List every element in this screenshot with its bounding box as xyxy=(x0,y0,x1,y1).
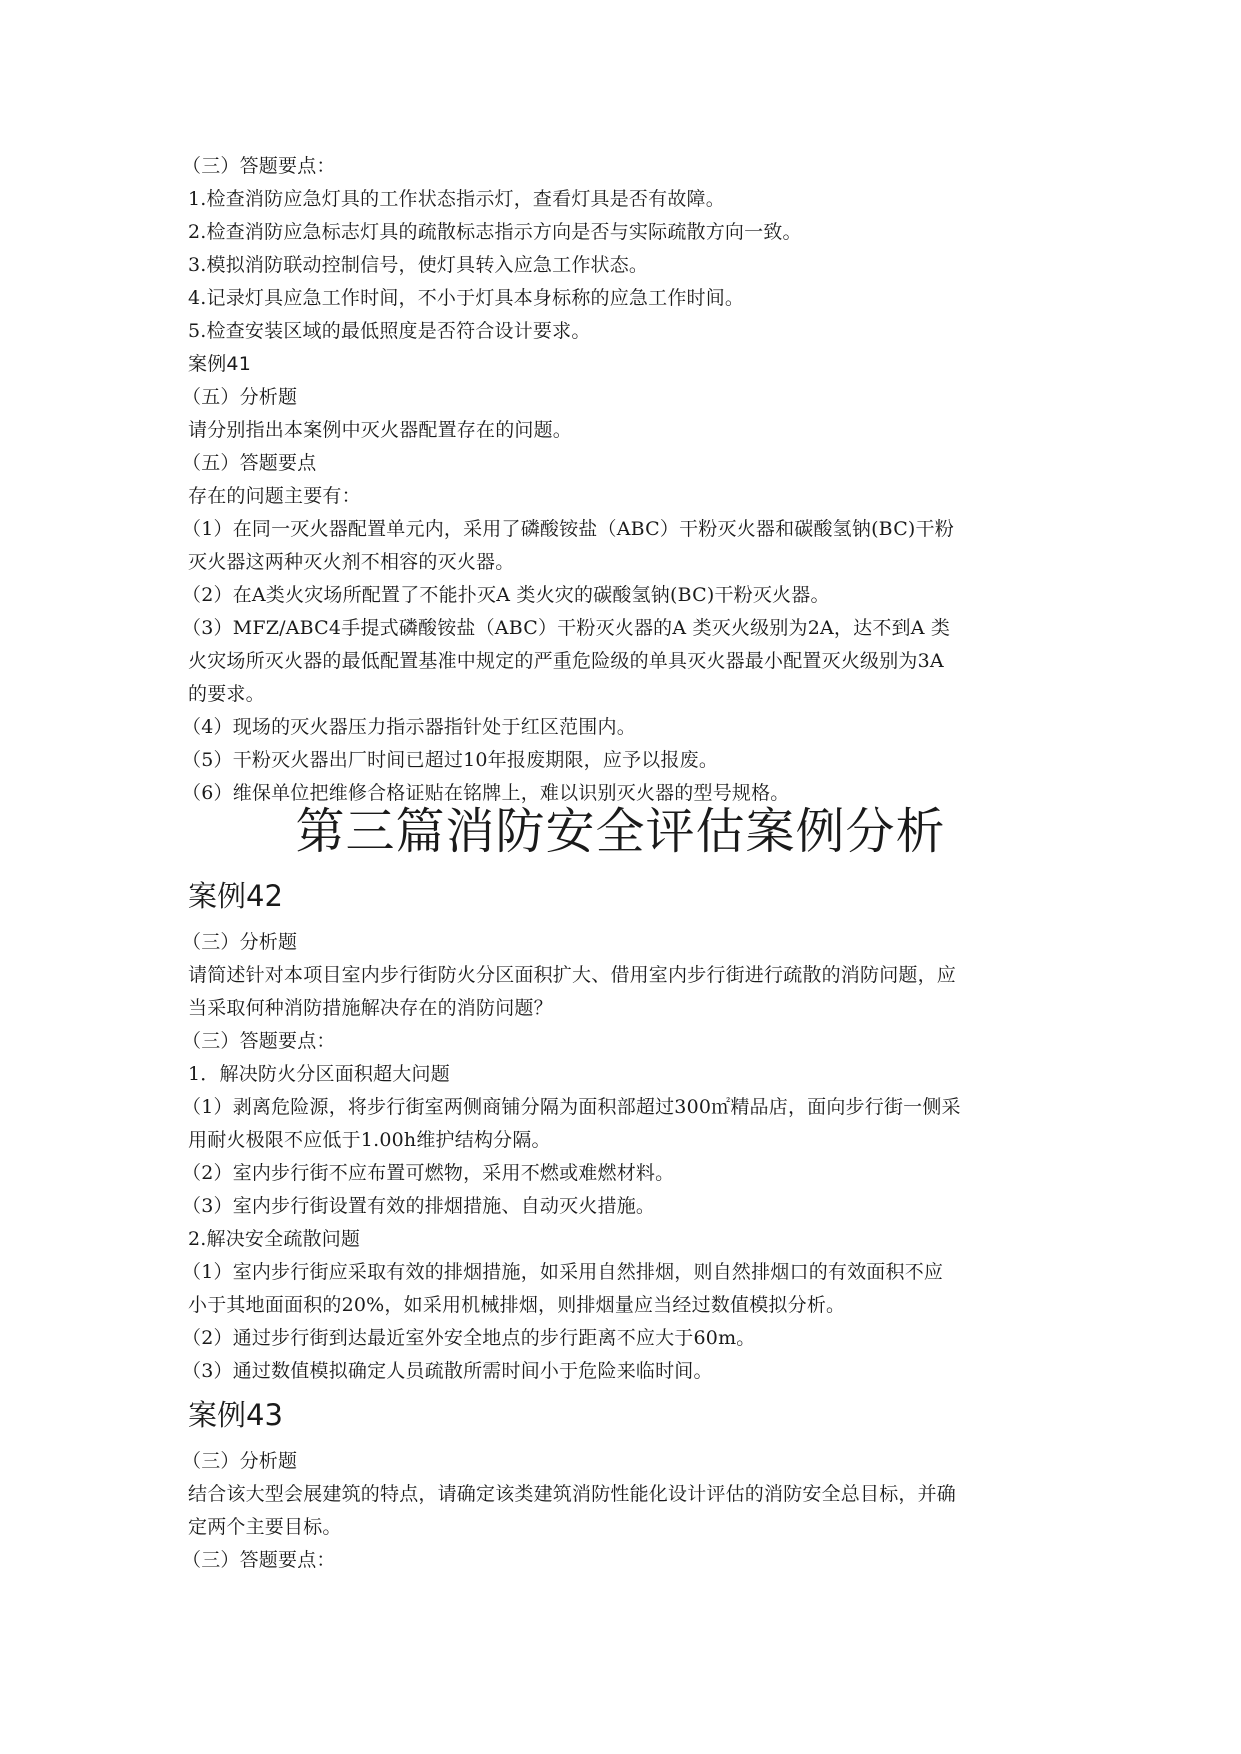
answer-item: （6）维保单位把维修合格证贴在铭牌上，难以识别灭火器的型号规格。 xyxy=(182,782,790,804)
answer-item: （2）室内步行街不应布置可燃物，采用不燃或难燃材料。 xyxy=(182,1162,675,1184)
answer-heading: （五）答题要点 xyxy=(182,452,317,474)
question-heading: （三）分析题 xyxy=(182,1450,298,1472)
question-text: 请简述针对本项目室内步行街防火分区面积扩大、借用室内步行街进行疏散的消防问题，应 xyxy=(188,964,957,986)
answer-item: 1.检查消防应急灯具的工作状态指示灯，查看灯具是否有故障。 xyxy=(188,188,725,210)
question-text-cont: 当采取何种消防措施解决存在的消防问题？ xyxy=(188,997,553,1019)
answer-item: （5）干粉灭火器出厂时间已超过10年报废期限，应予以报废。 xyxy=(182,749,719,771)
answer-item: （3）室内步行街设置有效的排烟措施、自动灭火措施。 xyxy=(182,1195,656,1217)
question-text-cont: 定两个主要目标。 xyxy=(188,1516,342,1538)
answer-item-cont: 小于其地面面积的20%，如采用机械排烟，则排烟量应当经过数值模拟分析。 xyxy=(188,1294,846,1316)
answer-item-cont: 的要求。 xyxy=(188,683,265,705)
answer-item: （3）MFZ/ABC4手提式磷酸铵盐（ABC）干粉灭火器的A 类灭火级别为2A，达不到A 类 xyxy=(182,617,951,639)
answer-item-cont: 用耐火极限不应低于1.00h维护结构分隔。 xyxy=(188,1129,551,1151)
answer-intro: 存在的问题主要有： xyxy=(188,485,361,507)
answer-subheading: 2.解决安全疏散问题 xyxy=(188,1228,361,1250)
case-heading: 案例42 xyxy=(188,879,283,913)
answer-heading: （三）答题要点： xyxy=(182,1549,336,1571)
question-text: 请分别指出本案例中灭火器配置存在的问题。 xyxy=(188,419,573,441)
answer-heading: （三）答题要点： xyxy=(182,1030,336,1052)
answer-item: （1）在同一灭火器配置单元内，采用了磷酸铵盐（ABC）干粉灭火器和碳酸氢钠(BC)干粉 xyxy=(182,518,954,540)
answer-item: （2）在A类火灾场所配置了不能扑灭A 类火灾的碳酸氢钠(BC)干粉灭火器。 xyxy=(182,584,830,606)
answer-heading: （三）答题要点： xyxy=(182,155,336,177)
answer-item: 5.检查安装区域的最低照度是否符合设计要求。 xyxy=(188,320,591,342)
case-heading: 案例43 xyxy=(188,1398,283,1432)
answer-item-cont: 灭火器这两种灭火剂不相容的灭火器。 xyxy=(188,551,515,573)
answer-item: 3.模拟消防联动控制信号，使灯具转入应急工作状态。 xyxy=(188,254,649,276)
case-label: 案例41 xyxy=(188,353,251,375)
answer-item: （1）剥离危险源，将步行街室两侧商铺分隔为面积部超过300㎡精品店，面向步行街一侧采 xyxy=(182,1096,961,1118)
answer-item: （4）现场的灭火器压力指示器指针处于红区范围内。 xyxy=(182,716,636,738)
question-text: 结合该大型会展建筑的特点，请确定该类建筑消防性能化设计评估的消防安全总目标，并确 xyxy=(188,1483,957,1505)
answer-item: （2）通过步行街到达最近室外安全地点的步行距离不应大于60m。 xyxy=(182,1327,756,1349)
question-heading: （三）分析题 xyxy=(182,931,298,953)
answer-item: （3）通过数值模拟确定人员疏散所需时间小于危险来临时间。 xyxy=(182,1360,713,1382)
answer-item-cont: 火灾场所灭火器的最低配置基准中规定的严重危险级的单具灭火器最小配置灭火级别为3A xyxy=(188,650,944,672)
answer-item: 2.检查消防应急标志灯具的疏散标志指示方向是否与实际疏散方向一致。 xyxy=(188,221,802,243)
part-title: 第三篇消防安全评估案例分析 xyxy=(295,803,946,860)
answer-item: 4.记录灯具应急工作时间，不小于灯具本身标称的应急工作时间。 xyxy=(188,287,745,309)
question-heading: （五）分析题 xyxy=(182,386,298,408)
answer-subheading: 1．解决防火分区面积超大问题 xyxy=(188,1063,450,1085)
answer-item: （1）室内步行街应采取有效的排烟措施，如采用自然排烟，则自然排烟口的有效面积不应 xyxy=(182,1261,944,1283)
